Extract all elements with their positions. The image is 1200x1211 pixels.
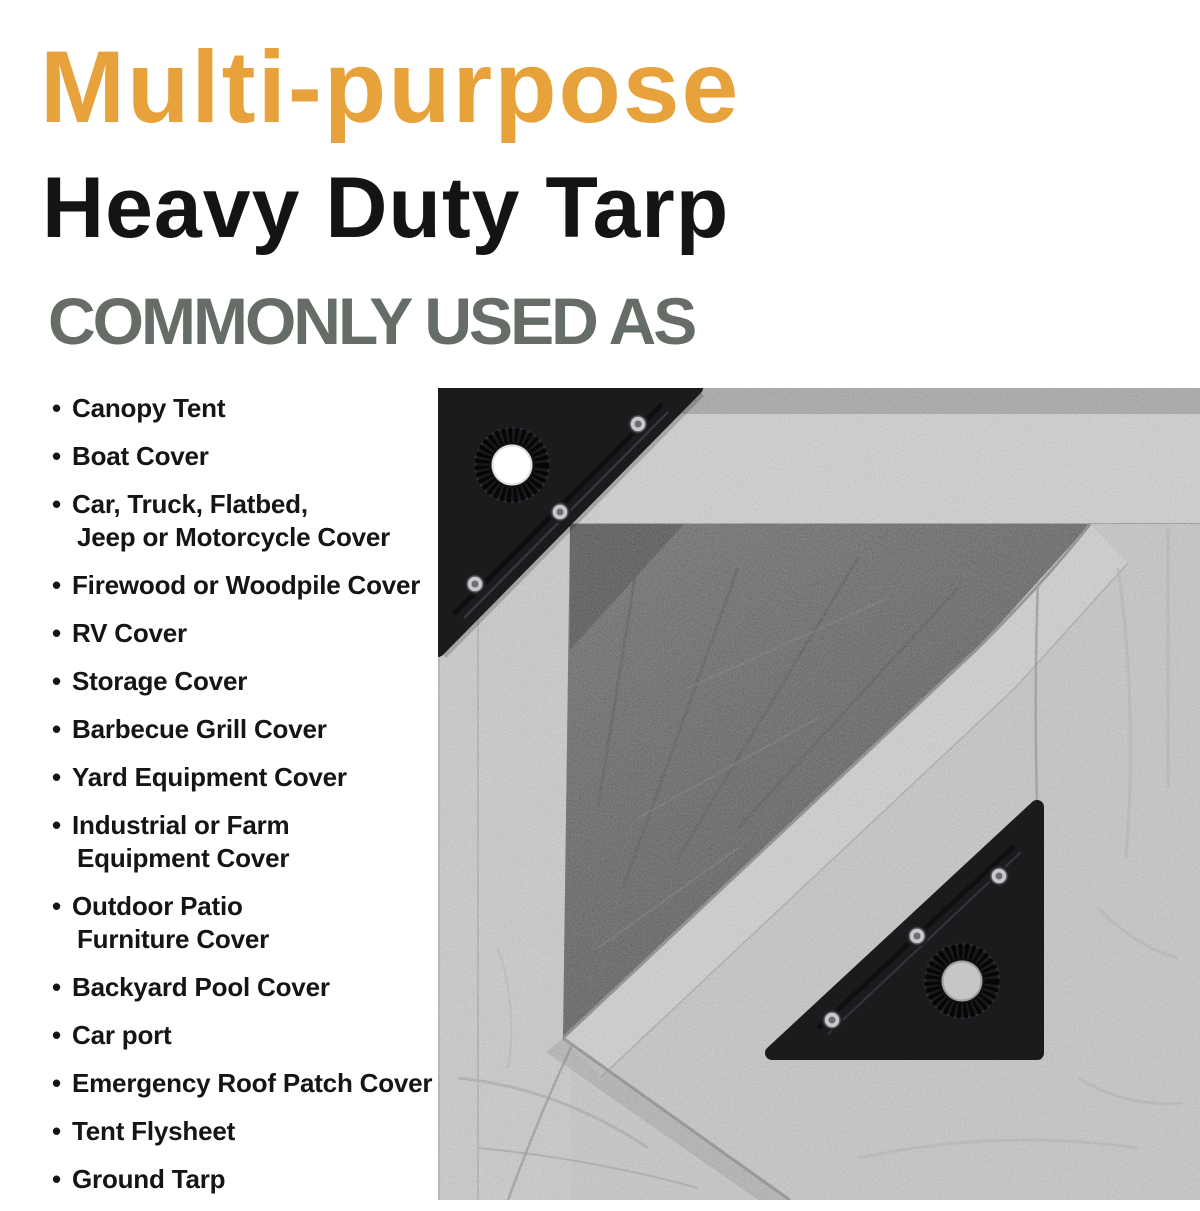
list-item bbox=[52, 971, 462, 1004]
grommet-icon bbox=[924, 943, 1000, 1019]
list-item-label: Yard Equipment Cover bbox=[72, 762, 347, 792]
bullet-icon: • bbox=[52, 1164, 61, 1194]
list-item bbox=[52, 665, 462, 698]
bullet-icon: • bbox=[52, 666, 61, 696]
list-item bbox=[52, 1067, 462, 1100]
bullet-icon: • bbox=[52, 1116, 61, 1146]
bullet-icon: • bbox=[52, 570, 61, 600]
rivet-icon bbox=[464, 573, 486, 595]
list-item bbox=[52, 1163, 462, 1196]
list-item bbox=[52, 1019, 462, 1052]
list-item bbox=[52, 569, 462, 602]
list-item-label: Car port bbox=[72, 1020, 172, 1050]
rivet-icon bbox=[627, 413, 649, 435]
bullet-icon: • bbox=[52, 441, 61, 471]
list-item bbox=[52, 713, 462, 746]
list-item-label: Car, Truck, Flatbed, Jeep or Motorcycle Cover bbox=[72, 489, 391, 552]
bullet-icon: • bbox=[52, 891, 61, 921]
list-item bbox=[52, 809, 462, 875]
section-heading: COMMONLY USED AS bbox=[48, 284, 695, 358]
list-item-label: Storage Cover bbox=[72, 666, 248, 696]
rivet-icon bbox=[906, 925, 928, 947]
list-item bbox=[52, 890, 462, 956]
list-item-label: Boat Cover bbox=[72, 441, 209, 471]
page-title: Multi-purpose bbox=[40, 30, 741, 144]
bullet-icon: • bbox=[52, 762, 61, 792]
list-item-label: Ground Tarp bbox=[72, 1164, 226, 1194]
bullet-icon: • bbox=[52, 393, 61, 423]
list-item bbox=[52, 761, 462, 794]
tarp-illustration bbox=[438, 388, 1200, 1200]
list-item bbox=[52, 617, 462, 650]
rivet-icon bbox=[988, 865, 1010, 887]
bullet-icon: • bbox=[52, 489, 61, 519]
page-title-secondary: Heavy Duty Tarp bbox=[42, 160, 730, 256]
list-item bbox=[52, 392, 462, 425]
list-item bbox=[52, 1115, 462, 1148]
grommet-icon bbox=[474, 427, 550, 503]
bullet-icon: • bbox=[52, 1020, 61, 1050]
list-item-label: Emergency Roof Patch Cover bbox=[72, 1068, 433, 1098]
bullet-icon: • bbox=[52, 618, 61, 648]
list-item-label: RV Cover bbox=[72, 618, 187, 648]
list-item bbox=[52, 488, 462, 554]
bullet-icon: • bbox=[52, 1068, 61, 1098]
list-item-label: Industrial or Farm Equipment Cover bbox=[72, 810, 290, 873]
tarp-photo bbox=[438, 388, 1200, 1200]
list-item-label: Tent Flysheet bbox=[72, 1116, 236, 1146]
list-item-label: Barbecue Grill Cover bbox=[72, 714, 327, 744]
uses-list bbox=[52, 392, 462, 1211]
bullet-icon: • bbox=[52, 810, 61, 840]
list-item-label: Canopy Tent bbox=[72, 393, 226, 423]
list-item-label: Outdoor Patio Furniture Cover bbox=[72, 891, 270, 954]
list-item-label: Backyard Pool Cover bbox=[72, 972, 330, 1002]
list-item-label: Firewood or Woodpile Cover bbox=[72, 570, 421, 600]
rivet-icon bbox=[549, 501, 571, 523]
bullet-icon: • bbox=[52, 972, 61, 1002]
bullet-icon: • bbox=[52, 714, 61, 744]
rivet-icon bbox=[821, 1009, 843, 1031]
list-item bbox=[52, 440, 462, 473]
